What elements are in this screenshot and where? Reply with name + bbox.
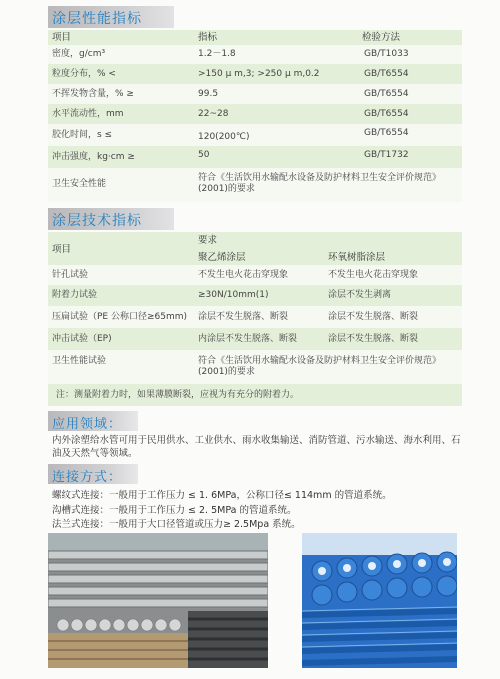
row-value: 120(200℃)	[198, 132, 250, 142]
section-title-band	[48, 464, 138, 484]
row-pe: ≥30N/10mm(1)	[198, 290, 269, 300]
table-row	[48, 104, 462, 124]
header-pe-coating: 聚乙烯涂层	[198, 252, 246, 263]
header-epoxy-coating: 环氧树脂涂层	[328, 252, 386, 263]
technical-table	[48, 232, 462, 410]
connection-line: 螺纹式连接：一般用于工作压力 ≤ 1. 6MPa，公称口径≤ 114mm 的管道系统。	[52, 490, 392, 501]
table-note: 注：测量附着力时，如果薄膜断裂，应视为有充分的附着力。	[56, 390, 300, 400]
table-row	[48, 328, 462, 350]
table-row	[48, 168, 462, 202]
table-row	[48, 146, 462, 168]
row-value: 99.5	[198, 89, 219, 99]
row-item: 水平流动性，mm	[52, 109, 124, 119]
application-text: 内外涂塑给水管可用于民用供水、工业供水、雨水收集输送、消防管道、污水输送、海水利用、石油及天然气等领域。	[52, 435, 461, 459]
table-row	[48, 64, 462, 84]
header-method: 检验方法	[362, 32, 401, 43]
table-header-row	[48, 232, 462, 265]
row-pe: 符合《生活饮用水输配水设备及防护材料卫生安全评价规范》(2001)的要求	[198, 356, 442, 377]
row-item: 胶化时间，s ≤	[52, 130, 113, 140]
header-requirement: 要求	[198, 235, 218, 246]
section-title-band	[48, 411, 138, 431]
row-item: 附着力试验	[52, 290, 98, 300]
row-item: 卫生性能试验	[52, 356, 107, 366]
row-value: 1.2－1.8	[198, 49, 236, 59]
table-row	[48, 285, 462, 306]
performance-table	[48, 30, 462, 205]
row-item: 卫生安全性能	[52, 179, 107, 189]
row-item: 针孔试验	[52, 270, 89, 280]
pipe-stack-photo	[48, 533, 268, 668]
row-method: GB/T1732	[364, 150, 409, 160]
row-value: >150 μ m,3; >250 μ m,0.2	[198, 69, 320, 79]
row-value: 22~28	[198, 109, 229, 119]
connection-line: 沟槽式连接：一般用于工作压力 ≤ 2. 5MPa 的管道系统。	[52, 505, 297, 516]
table-row	[48, 265, 462, 285]
row-ep: 涂层不发生剥离	[328, 290, 392, 300]
row-method: GB/T1033	[364, 49, 409, 59]
table-row	[48, 84, 462, 104]
header-item: 项目	[52, 244, 72, 255]
row-method: GB/T6554	[364, 109, 409, 119]
section-title-band	[48, 6, 174, 28]
blue-pipes-photo	[302, 533, 457, 668]
row-item: 冲击试验（EP)	[52, 334, 112, 344]
section-title: 连接方式：	[52, 470, 123, 485]
row-item: 不挥发物含量，% ≥	[52, 89, 134, 99]
connection-line: 法兰式连接：一般用于大口径管道或压力≥ 2.5Mpa 系统。	[52, 519, 301, 530]
row-ep: 涂层不发生脱落、断裂	[328, 334, 419, 344]
table-row	[48, 124, 462, 146]
row-method: GB/T6554	[364, 69, 409, 79]
header-index: 指标	[198, 32, 218, 43]
row-value: 50	[198, 150, 210, 160]
row-ep: 不发生电火花击穿现象	[328, 270, 419, 280]
header-item: 项目	[52, 32, 72, 43]
table-note-row	[48, 384, 462, 406]
section-title: 涂层性能指标	[52, 11, 142, 27]
row-item: 冲击强度，kg·cm ≥	[52, 152, 135, 162]
row-value: 符合《生活饮用水输配水设备及防护材料卫生安全评价规范》(2001)的要求	[198, 173, 442, 194]
row-item: 压扁试验（PE 公称口径≥65mm)	[52, 312, 188, 322]
row-item: 粒度分布，% <	[52, 69, 116, 79]
row-pe: 涂层不发生脱落、断裂	[198, 312, 289, 322]
table-row	[48, 45, 462, 64]
row-pe: 内涂层不发生脱落、断裂	[198, 334, 298, 344]
section-title-band	[48, 208, 174, 230]
table-row	[48, 306, 462, 328]
section-title: 应用领域：	[52, 417, 123, 432]
row-method: GB/T6554	[364, 89, 409, 99]
row-method: GB/T6554	[364, 128, 409, 138]
row-pe: 不发生电火花击穿现象	[198, 270, 289, 280]
section-title: 涂层技术指标	[52, 213, 142, 229]
table-row	[48, 350, 462, 384]
row-ep: 涂层不发生脱落、断裂	[328, 312, 419, 322]
table-header-row	[48, 30, 462, 45]
row-item: 密度，g/cm³	[52, 49, 106, 59]
